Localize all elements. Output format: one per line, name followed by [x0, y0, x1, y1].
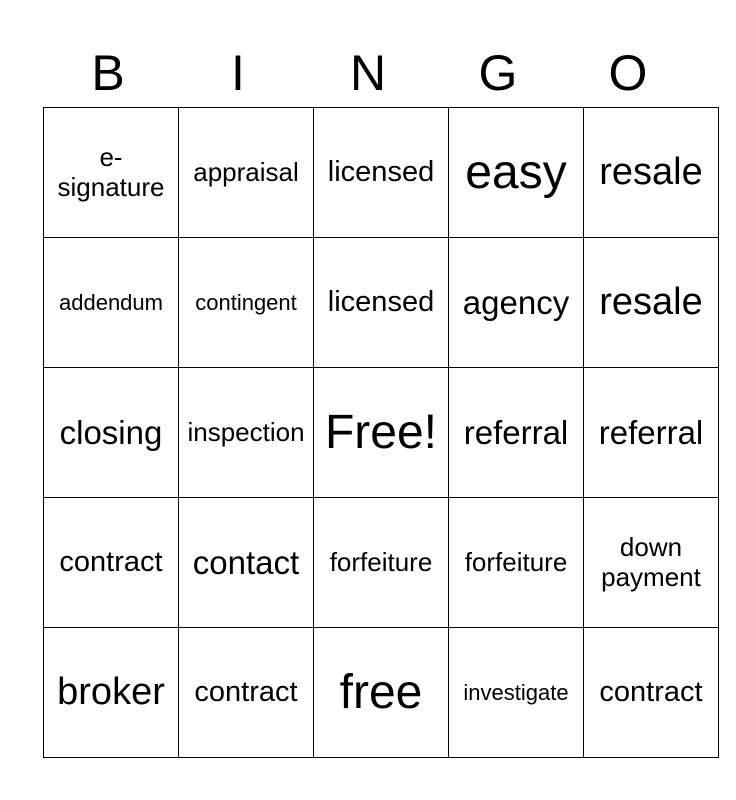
cell-word: contract: [59, 545, 163, 578]
cell-word: licensed: [327, 285, 435, 318]
bingo-cell[interactable]: [449, 498, 584, 628]
cell-word: addendum: [59, 289, 163, 315]
bingo-cell[interactable]: [179, 498, 314, 628]
bingo-row: [44, 628, 719, 758]
bingo-row: [44, 498, 719, 628]
bingo-cell[interactable]: [179, 108, 314, 238]
cell-word: down payment: [601, 531, 701, 592]
bingo-card: [43, 107, 719, 758]
cell-word: inspection: [187, 416, 305, 447]
cell-word: contract: [599, 675, 703, 708]
bingo-cell[interactable]: [449, 628, 584, 758]
cell-word: licensed: [327, 155, 435, 188]
bingo-row: [44, 108, 719, 238]
bingo-cell[interactable]: [44, 368, 179, 498]
header-letter-g: G: [478, 45, 518, 101]
cell-word: resale: [599, 280, 703, 323]
bingo-cell[interactable]: [44, 628, 179, 758]
bingo-cell[interactable]: [314, 238, 449, 368]
bingo-cell[interactable]: [314, 628, 449, 758]
bingo-cell[interactable]: [44, 498, 179, 628]
cell-word: easy: [465, 145, 567, 199]
bingo-cell[interactable]: [449, 238, 584, 368]
header-letter-b: B: [91, 45, 125, 101]
bingo-cell[interactable]: [314, 498, 449, 628]
cell-word: appraisal: [193, 156, 299, 187]
cell-word: forfeiture: [464, 546, 568, 577]
bingo-cell[interactable]: [44, 238, 179, 368]
cell-word: e-signature: [57, 141, 165, 202]
bingo-row: [44, 238, 719, 368]
header-letter-i: I: [231, 45, 245, 101]
cell-word: referral: [463, 413, 569, 451]
bingo-cell[interactable]: [584, 628, 719, 758]
bingo-cell[interactable]: [44, 108, 179, 238]
cell-word: contingent: [195, 289, 297, 315]
cell-word: referral: [598, 413, 704, 451]
cell-word: investigate: [463, 679, 569, 705]
header-letter-o: O: [608, 45, 648, 101]
bingo-cell[interactable]: [179, 628, 314, 758]
cell-word: agency: [462, 283, 570, 321]
bingo-cell[interactable]: [179, 368, 314, 498]
bingo-cell[interactable]: [314, 108, 449, 238]
cell-word: forfeiture: [329, 546, 433, 577]
bingo-cell[interactable]: [584, 498, 719, 628]
cell-word: free: [339, 665, 423, 719]
free-space-label: Free!: [324, 405, 438, 459]
bingo-cell[interactable]: [584, 108, 719, 238]
bingo-cell[interactable]: [584, 368, 719, 498]
free-space-cell[interactable]: [314, 368, 449, 498]
cell-word: contact: [192, 543, 300, 581]
cell-word: contract: [194, 675, 298, 708]
cell-word: resale: [599, 150, 703, 193]
cell-word: closing: [59, 413, 163, 451]
bingo-cell[interactable]: [449, 368, 584, 498]
bingo-row: [44, 368, 719, 498]
bingo-header: [43, 40, 693, 106]
cell-word: broker: [57, 670, 165, 713]
header-letter-n: N: [349, 45, 387, 101]
bingo-cell[interactable]: [584, 238, 719, 368]
bingo-cell[interactable]: [449, 108, 584, 238]
bingo-cell[interactable]: [179, 238, 314, 368]
